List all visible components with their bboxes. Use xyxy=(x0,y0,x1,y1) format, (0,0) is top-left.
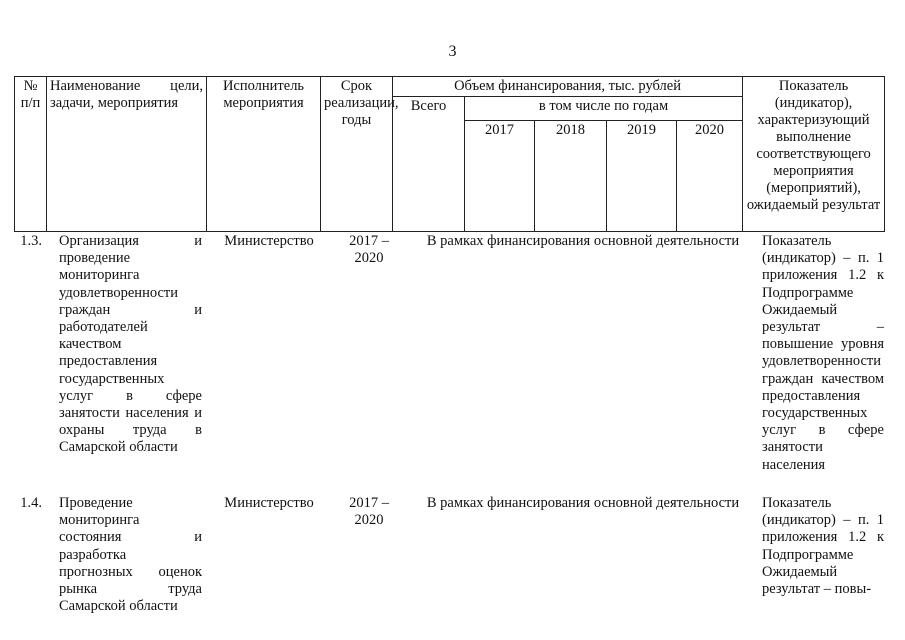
table-row xyxy=(14,233,884,495)
row-num: 1.4. xyxy=(20,495,42,511)
row-name: Организация и проведение мониторинга удовлетворенности граждан и работодателей качеством предоставления государственных услуг в сфере занятости населения и охраны труда в Самарской области xyxy=(59,233,202,456)
header-funding: Объем финансирования, тыс. рублей xyxy=(393,77,743,97)
header-table xyxy=(14,76,885,232)
header-num: № п/п xyxy=(15,77,47,232)
header-year-2018: 2018 xyxy=(535,121,607,232)
row-num: 1.3. xyxy=(20,233,42,249)
row-executor: Министерство xyxy=(224,495,314,511)
row-term: 2017 – 2020 xyxy=(349,233,389,267)
header-year-2017: 2017 xyxy=(465,121,535,232)
header-total: Всего xyxy=(393,97,465,232)
header-year-2019: 2019 xyxy=(607,121,677,232)
row-funding: В рамках финансирования основной деятельности xyxy=(426,233,740,249)
row-name: Проведение мониторинга состояния и разработка прогнозных оценок рынка труда Самарской области xyxy=(59,495,202,615)
header-indicator: Показатель (индикатор), характеризующий выполнение соответствующего мероприятия (мероприятий), ожидаемый результат xyxy=(743,77,885,232)
row-executor: Министерство xyxy=(224,233,314,249)
header-year-2020: 2020 xyxy=(677,121,743,232)
header-executor: Исполнитель мероприятия xyxy=(207,77,321,232)
table-body xyxy=(14,233,884,615)
page-number: 3 xyxy=(448,43,457,60)
header-by-years: в том числе по годам xyxy=(465,97,743,121)
header-name: Наименование цели, задачи, мероприятия xyxy=(47,77,207,232)
row-indicator: Показатель (индикатор) – п. 1 приложения 1.2 к Подпрограмме Ожидаемый результат – повы- xyxy=(762,495,884,598)
row-funding: В рамках финансирования основной деятельности xyxy=(426,495,740,511)
row-term: 2017 – 2020 xyxy=(349,495,389,529)
header-term: Срок реализации, годы xyxy=(321,77,393,232)
row-indicator: Показатель (индикатор) – п. 1 приложения 1.2 к Подпрограмме Ожидаемый результат – повышение уровня удовлетворенности граждан качеством предоставления государственных услуг в сфере занятости населения xyxy=(762,233,884,473)
